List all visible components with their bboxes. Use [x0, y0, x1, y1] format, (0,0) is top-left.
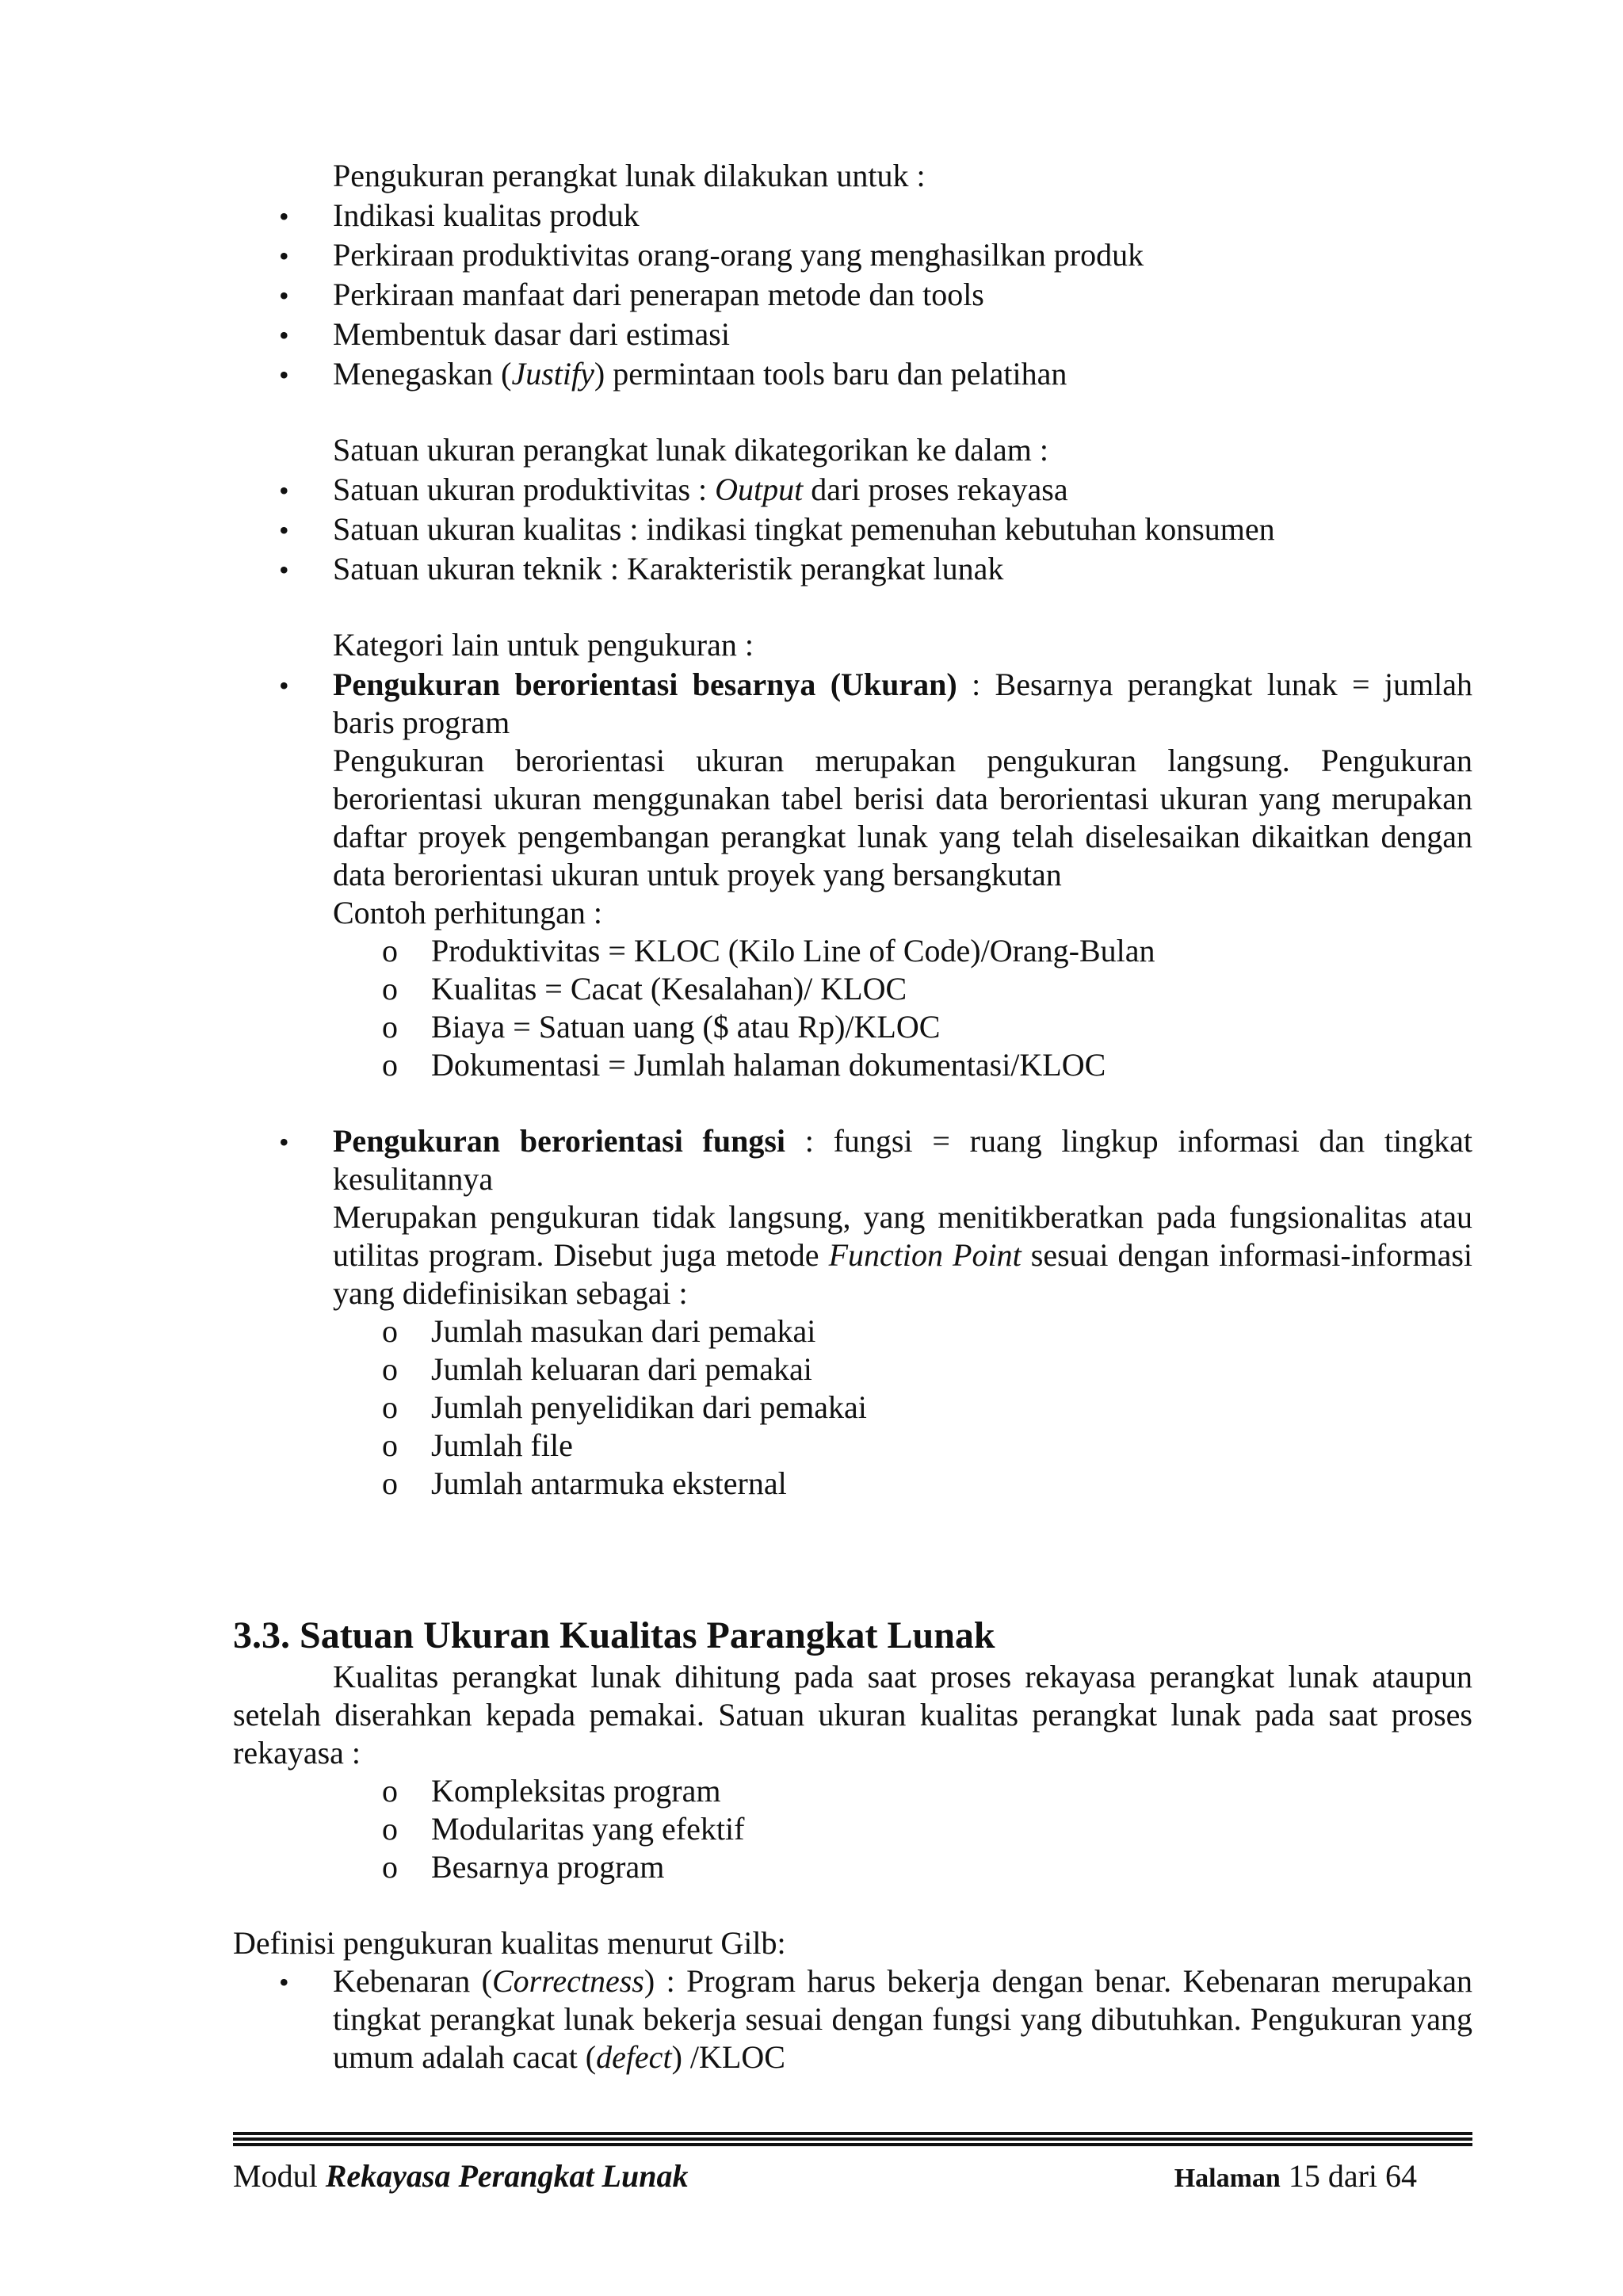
contoh-label: Contoh perhitungan : [333, 895, 602, 930]
circle-bullet-icon: o [382, 1773, 398, 1809]
list-item-fungsi: • Pengukuran berorientasi fungsi : fungsi = ruang lingkup informasi dan tingkat kesulitannya [230, 1122, 1472, 1198]
circle-bullet-icon: o [382, 1427, 398, 1463]
list-item: • Menegaskan (Justify) permintaan tools baru dan pelatihan [230, 355, 1472, 393]
bullet-icon [279, 1962, 289, 2001]
circle-bullet-icon: o [382, 1849, 398, 1885]
list-item: • Indikasi kualitas produk [230, 197, 1472, 235]
list-item: • Membentuk dasar dari estimasi [230, 315, 1472, 353]
bullet-icon [279, 471, 289, 510]
intro-pengukuran: Pengukuran perangkat lunak dilakukan untuk : [333, 158, 926, 193]
circle-bullet-icon: o [382, 1313, 398, 1349]
document-page: Pengukuran perangkat lunak dilakukan untuk : • Indikasi kualitas produk • Perkiraan produktivitas orang-orang yang menghasilkan produk • Perkiraan manfaat dari penerapan metode dan tools • Membentuk dasar dari estimasi • Menegaskan (Justify) permintaan tools baru dan pelatihan Satuan ukuran perangkat lunak dikategorikan ke dalam : • Satuan ukuran produktivitas : Output dari proses rekayasa • Satuan ukuran kualitas : indikasi tingkat pemenuhan kebutuhan konsumen • Satuan ukuran teknik : Karakteristik perangkat lunak Kategori lain untuk pengukuran : • Pengukuran berorientasi besarnya (Ukuran) : Besarnya perangkat lunak = jumlah baris program Pengukuran berorientasi ukuran merupakan pengukuran langsung. Pengukuran berorientasi ukuran menggunakan tabel berisi data berorientasi ukuran yang merupakan daftar proyek pengembangan perangkat lunak yang telah diselesaikan dikaitkan dengan data berorientasi ukuran untuk proyek yang bersangkutan Contoh perhitungan : o Produktivitas = KLOC (Kilo Line of Code)/Orang-Bulan o Kualitas = Cacat (Kesalahan)/ KLOC o Biaya = Satuan uang ($ atau Rp)/KLOC o Dokumentasi = Jumlah halaman dokumentasi/KLOC • Pengukuran berorientasi fungsi : fungsi = ruang lingkup informasi dan tingkat kesulitannya Merupakan pengukuran tidak langsung, yang menitikberatkan pada fungsionalitas atau utilitas program. Disebut juga metode Function Point sesuai dengan informasi-informasi yang didefinisikan sebagai : o Jumlah masukan dari pemakai o Jumlah keluaran dari pemakai o Jumlah penyelidikan dari pemakai o Jumlah file o Jumlah antarmuka eksternal 3.3. Satuan Ukuran Kualitas Parangkat Lunak Kualitas perangkat lunak dihitung pada saat proses rekayasa perangkat lunak ataupun setelah diserahkan kepada pemakai. Satuan ukuran kualitas perangkat lunak pada saat proses rekayasa : o Kompleksitas program o Modularitas yang efektif o Besarnya program Definisi pengukuran kualitas menurut Gilb: • Kebenaran (Correctness) : Program harus bekerja dengan benar. Kebenaran merupakan tingkat perangkat lunak bekerja sesuai dengan fungsi yang dibutuhkan. Pengukuran yang umum adalah cacat (defect) /KLOC Modul Rekayasa Perangkat Lunak Halaman 15 dari 64 [0, 0, 1623, 2296]
list-item: • Perkiraan produktivitas orang-orang yang menghasilkan produk [230, 236, 1472, 274]
footer-page-number: Halaman 15 dari 64 [1174, 2158, 1417, 2194]
bullet-icon [279, 1122, 289, 1161]
intro-kategori: Kategori lain untuk pengukuran : [333, 627, 754, 663]
gilb-intro: Definisi pengukuran kualitas menurut Gilb: [233, 1925, 786, 1961]
bullet-icon [279, 315, 289, 354]
list-item: • Perkiraan manfaat dari penerapan metode dan tools [230, 276, 1472, 314]
intro-satuan: Satuan ukuran perangkat lunak dikategorikan ke dalam : [333, 432, 1049, 468]
list-item: • Satuan ukuran kualitas : indikasi tingkat pemenuhan kebutuhan konsumen [230, 510, 1472, 548]
bullet-icon [279, 510, 289, 549]
circle-bullet-icon: o [382, 1465, 398, 1501]
circle-bullet-icon: o [382, 971, 398, 1007]
bullet-icon [279, 197, 289, 235]
bullet-icon [279, 236, 289, 275]
circle-bullet-icon: o [382, 1389, 398, 1425]
circle-bullet-icon: o [382, 1351, 398, 1387]
list-item-kebenaran: • Kebenaran (Correctness) : Program harus bekerja dengan benar. Kebenaran merupakan tingkat perangkat lunak bekerja sesuai dengan fungsi yang dibutuhkan. Pengukuran yang umum adalah cacat (defect) /KLOC [230, 1962, 1472, 2076]
bullet-icon [279, 666, 289, 705]
bullet-icon [279, 276, 289, 315]
section-paragraph: Kualitas perangkat lunak dihitung pada saat proses rekayasa perangkat lunak ataupun setelah diserahkan kepada pemakai. Satuan ukuran kualitas perangkat lunak pada saat proses rekayasa : [233, 1659, 1472, 1771]
list-item-ukuran: • Pengukuran berorientasi besarnya (Ukuran) : Besarnya perangkat lunak = jumlah baris program [230, 666, 1472, 742]
circle-bullet-icon: o [382, 933, 398, 968]
section-heading: 3.3. Satuan Ukuran Kualitas Parangkat Lunak [233, 1614, 995, 1656]
list-item: • Satuan ukuran teknik : Karakteristik perangkat lunak [230, 550, 1472, 588]
footer-rule [233, 2132, 1472, 2148]
list-item: • Satuan ukuran produktivitas : Output dari proses rekayasa [230, 471, 1472, 509]
circle-bullet-icon: o [382, 1811, 398, 1847]
circle-bullet-icon: o [382, 1047, 398, 1083]
footer-module-title: Modul Rekayasa Perangkat Lunak [233, 2158, 689, 2194]
ukuran-description: Pengukuran berorientasi ukuran merupakan pengukuran langsung. Pengukuran berorientasi ukuran menggunakan tabel berisi data berorientasi ukuran yang merupakan daftar proyek pengembangan perangkat lunak yang telah diselesaikan dikaitkan dengan data berorientasi ukuran untuk proyek yang bersangkutan [333, 743, 1472, 892]
bullet-icon [279, 550, 289, 589]
fungsi-description: Merupakan pengukuran tidak langsung, yang menitikberatkan pada fungsionalitas atau utilitas program. Disebut juga metode Function Point sesuai dengan informasi-informasi yang didefinisikan sebagai : [333, 1199, 1473, 1311]
circle-bullet-icon: o [382, 1009, 398, 1045]
bullet-icon [279, 355, 289, 394]
